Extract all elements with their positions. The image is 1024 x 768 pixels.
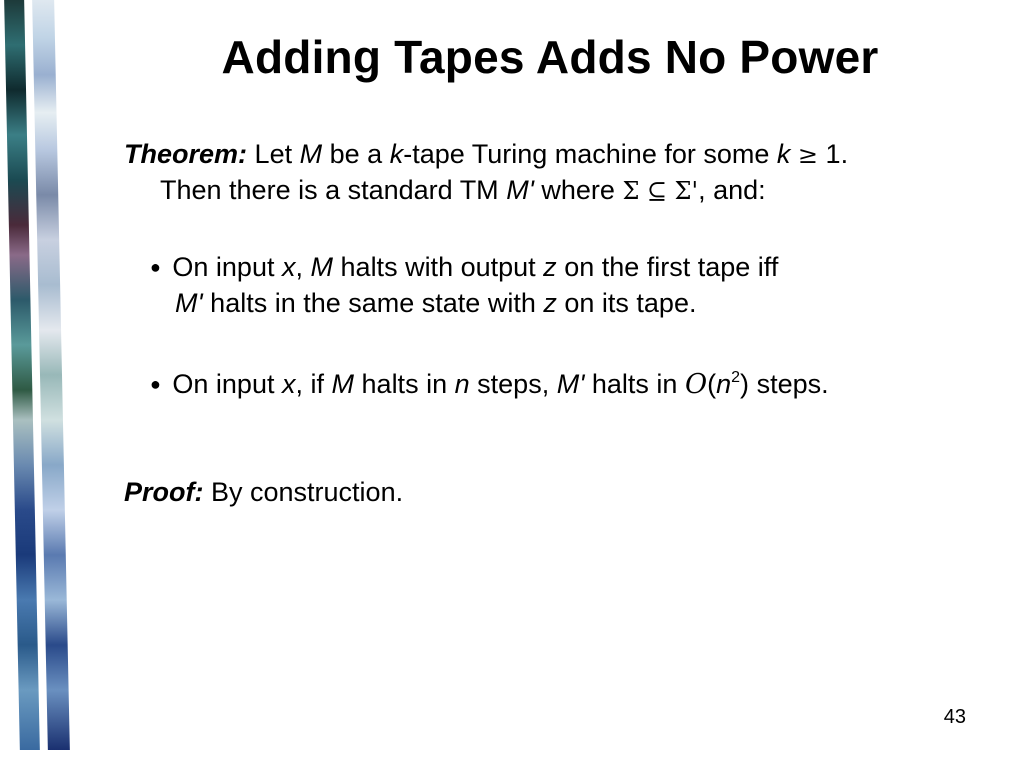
sigma-prime-symbol: Σ' xyxy=(674,177,699,205)
decorative-strip-light xyxy=(32,0,70,750)
text: ) xyxy=(740,369,750,399)
math-var: k xyxy=(776,139,791,169)
text: Then there is a standard TM xyxy=(160,175,499,205)
text: steps. xyxy=(756,369,829,399)
text: , if xyxy=(295,369,324,399)
proof-text: By construction. xyxy=(211,477,404,507)
math-var: M xyxy=(299,139,323,169)
math-var: z xyxy=(543,252,557,282)
sigma-symbol: Σ xyxy=(622,177,640,205)
math-var: M' xyxy=(556,369,585,399)
text: on the first tape iff xyxy=(564,252,779,282)
theorem-line-1 xyxy=(124,138,848,171)
math-var: M xyxy=(310,252,334,282)
text: halts in the same state with xyxy=(210,288,536,318)
text: On input xyxy=(172,369,275,399)
math-var: M xyxy=(331,369,355,399)
proof-line xyxy=(124,476,403,508)
proof-label: Proof: xyxy=(124,477,204,507)
math-var: M' xyxy=(506,175,534,205)
subseteq-symbol: ⊆ xyxy=(646,177,668,205)
math-var: x xyxy=(281,369,296,399)
theorem-label: Theorem: xyxy=(124,139,248,169)
math-var: k xyxy=(389,139,404,169)
text: ( xyxy=(707,369,717,399)
math-var: M' xyxy=(175,288,203,318)
text: steps, xyxy=(477,369,550,399)
page-number: 43 xyxy=(943,706,966,728)
text: halts with output xyxy=(340,252,536,282)
text: , and: xyxy=(698,175,766,205)
text: On input xyxy=(172,252,275,282)
theorem-line-2 xyxy=(160,174,766,207)
bullet-icon: ● xyxy=(150,257,161,277)
bullet-1-line-1 xyxy=(150,251,778,283)
text: halts in xyxy=(591,369,678,399)
text: halts in xyxy=(361,369,448,399)
text: where xyxy=(541,175,615,205)
text: be a xyxy=(329,139,383,169)
slide-title: Adding Tapes Adds No Power xyxy=(221,31,879,83)
text: on its tape. xyxy=(564,288,697,318)
text: Let xyxy=(254,139,293,169)
math-var: n xyxy=(716,369,732,399)
exponent: 2 xyxy=(731,369,741,386)
big-o-symbol: O xyxy=(684,369,708,400)
text: -tape Turing machine for some xyxy=(403,139,770,169)
bullet-1-line-2 xyxy=(175,287,696,319)
bullet-icon: ● xyxy=(150,374,161,394)
text: , xyxy=(295,252,303,282)
math-var: z xyxy=(543,288,557,318)
geq-symbol: ≥ xyxy=(797,141,819,169)
text: 1. xyxy=(825,139,849,169)
math-var: x xyxy=(281,252,296,282)
math-var: n xyxy=(454,369,470,399)
bullet-2-line-1 xyxy=(150,362,829,401)
